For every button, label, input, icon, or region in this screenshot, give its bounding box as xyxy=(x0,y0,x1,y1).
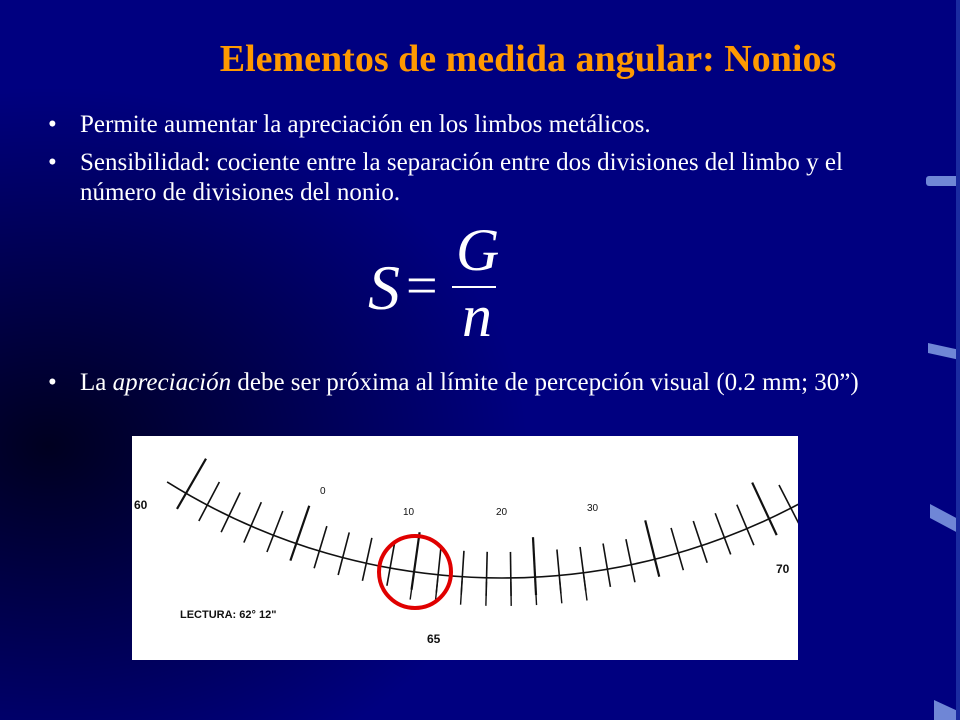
scale-tick xyxy=(244,502,261,542)
label-main-70: 70 xyxy=(776,562,790,576)
label-vernier-20: 20 xyxy=(496,507,508,518)
scale-arc-group xyxy=(167,476,798,578)
bullet-text: Sensibilidad: cociente entre la separación entre dos divisiones del limbo y el número de divisiones del nonio. xyxy=(80,149,843,206)
bullet-item xyxy=(48,110,908,140)
bullet-item xyxy=(48,368,908,398)
label-vernier-30: 30 xyxy=(587,503,599,514)
scale-tick xyxy=(737,505,754,546)
scale-tick xyxy=(752,483,777,536)
scale-tick xyxy=(290,506,309,561)
bullet-dot: • xyxy=(48,111,57,138)
scale-tick xyxy=(338,532,349,575)
bullet-dot: • xyxy=(48,369,57,396)
scale-tick xyxy=(362,538,371,581)
label-vernier-0: 0 xyxy=(320,486,326,497)
slide-title: Elementos de medida angular: Nonios xyxy=(219,38,837,80)
scale-tick xyxy=(671,528,683,570)
vernier-tick xyxy=(584,577,587,601)
reading-label: LECTURA: 62° 12" xyxy=(180,609,277,621)
scale-tick xyxy=(267,511,283,552)
formula-denominator: n xyxy=(462,283,492,349)
bullet-text: Permite aumentar la apreciación en los limbos metálicos. xyxy=(80,111,651,138)
scale-ticks xyxy=(177,459,798,606)
formula-equals: = xyxy=(406,255,438,317)
scale-tick xyxy=(221,493,240,533)
vernier-scale-figure xyxy=(132,436,798,660)
label-main-60: 60 xyxy=(134,498,148,512)
vernier-tick xyxy=(461,581,463,605)
bullet-item xyxy=(48,148,908,208)
sensitivity-formula xyxy=(362,217,522,349)
formula-numerator: G xyxy=(456,217,500,283)
scale-tick xyxy=(779,485,798,524)
scale-tick xyxy=(314,526,327,568)
scale-tick xyxy=(715,513,730,554)
vernier-scale-svg xyxy=(132,436,798,660)
bullet-text-post: debe ser próxima al límite de percepción visual (0.2 mm; 30”) xyxy=(231,369,859,396)
scale-tick xyxy=(645,520,659,576)
bullet-dot: • xyxy=(48,149,57,176)
vernier-tick xyxy=(486,582,487,606)
label-main-65: 65 xyxy=(427,632,441,646)
scale-tick xyxy=(626,539,635,582)
scale-arc xyxy=(167,476,798,578)
vernier-tick xyxy=(410,576,413,600)
scale-tick xyxy=(693,521,707,563)
bullet-text-emphasis: apreciación xyxy=(112,369,232,396)
bullet-text-pre: La xyxy=(80,369,113,396)
label-vernier-10: 10 xyxy=(403,507,415,518)
bullet-text xyxy=(80,368,908,398)
formula-lhs: S xyxy=(368,252,400,323)
scale-tick xyxy=(603,544,610,587)
